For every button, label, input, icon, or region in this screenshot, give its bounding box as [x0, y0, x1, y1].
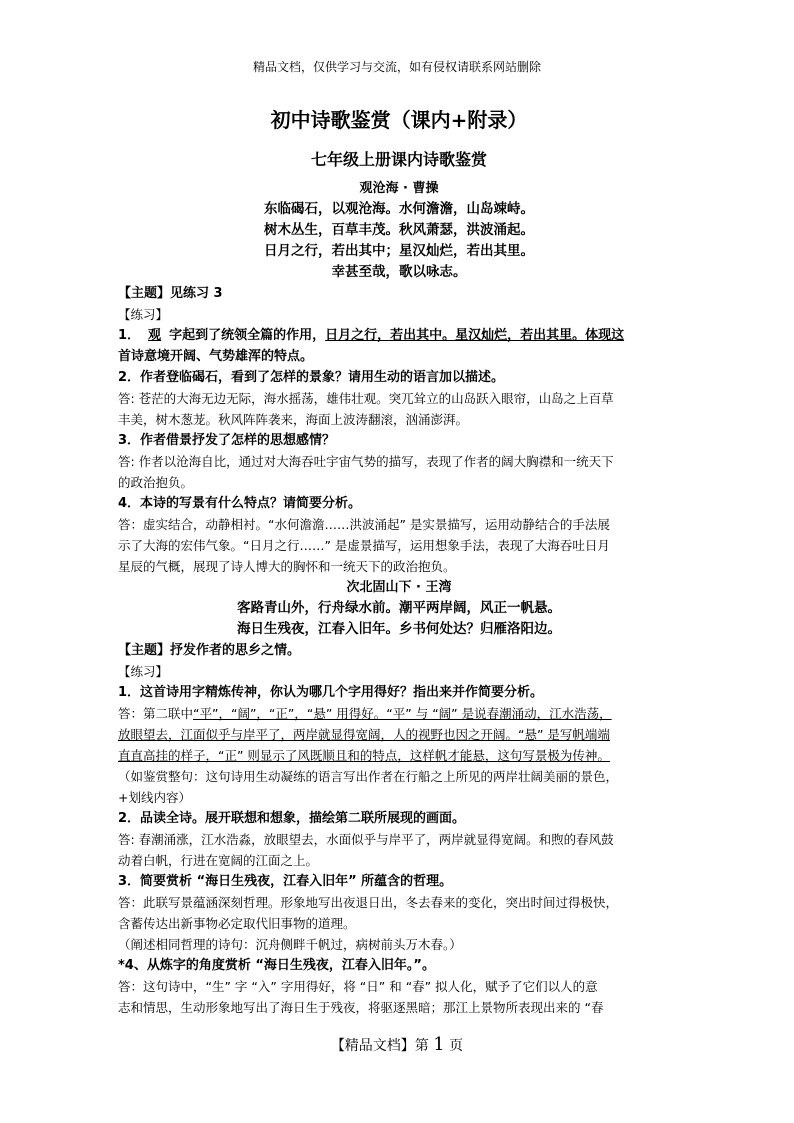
answer: 含蓄传达出新事物必定取代旧事物的道理。 [118, 916, 356, 931]
answer: 答：这句诗中，“生” 字 “入” 字用得好，将 “日” 和 “春” 拟人化，赋予了它们以人的意 [118, 979, 598, 994]
question: 4．本诗的写景有什么特点？请简要分析。 [118, 496, 362, 511]
practice-label: 【练习】 [118, 664, 169, 679]
header-notice: 精品文档，仅供学习与交流，如有侵权请联系网站删除 [252, 60, 541, 74]
answer-note: （如鉴赏整句：这句诗用生动凝练的语言写出作者在行船之上所见的两岸壮阔美丽的景色， [118, 769, 619, 784]
theme-label: 【主题】见练习 3 [118, 286, 223, 301]
answer: 的政治抱负。 [118, 475, 194, 490]
question: 2．品读全诗。展开联想和想象，描绘第二联所展现的画面。 [118, 811, 466, 826]
answer: 答: 作者以沧海自比，通过对大海吞吐宇宙气势的描写，表现了作者的阔大胸襟和一统天下 [118, 454, 614, 469]
poem-title: 次北固山下 · 王湾 [346, 580, 452, 595]
footer-label: 【精品文档】第 [330, 1038, 429, 1054]
answer: 答: 春潮涌涨，江水浩淼，放眼望去，水面似乎与岸平了，两岸就显得宽阔。和煦的春风鼓 [118, 832, 614, 847]
poem-line: 日月之行，若出其中；星汉灿烂，若出其里。 [264, 243, 534, 259]
answer: 丰美，树木葱茏。秋风阵阵袭来，海面上波涛翻滚，汹涌澎湃。 [118, 412, 469, 427]
poem-line: 东临碣石，以观沧海。水何澹澹，山岛竦峙。 [264, 201, 534, 217]
answer: 志和情思，生动形象地写出了海日生于残夜，将驱逐黑暗；那江上景物所表现出来的 “春 [118, 1000, 604, 1015]
document-title: 初中诗歌鉴赏（课内+附录） [270, 108, 528, 132]
answer-note: （阐述相同哲理的诗句：沉舟侧畔千帆过，病树前头万木春。） [118, 937, 462, 952]
poem-line: 树木丛生，百草丰茂。秋风萧瑟，洪波涌起。 [264, 222, 534, 238]
answer: 放眼望去，江面似乎与岸平了，两岸就显得宽阔，人的视野也因之开阔。“悬” 是写帆端端 [118, 727, 610, 742]
poem-line: 幸甚至哉，歌以咏志。 [331, 264, 467, 280]
answer: 答：此联写景蕴涵深刻哲理。形象地写出夜退日出，冬去春来的变化，突出时间过得极快， [118, 895, 619, 910]
answer: 答: 苍茫的大海无边无际，海水摇荡，雄伟壮观。突兀耸立的山岛跃入眼帘，山岛之上百草 [118, 391, 614, 406]
document-body [118, 100, 680, 1018]
question: 2．作者登临碣石，看到了怎样的景象？请用生动的语言加以描述。 [118, 370, 505, 385]
question: 1．这首诗用字精炼传神，你认为哪几个字用得好？指出来并作简要分析。 [118, 685, 544, 700]
page-footer [0, 1034, 794, 1055]
practice-label: 【练习】 [118, 307, 169, 322]
document-subtitle: 七年级上册课内诗歌鉴赏 [310, 150, 487, 169]
answer: 答：第二联中“平”，“阔”，“正”，“悬” 用得好。“平” 与 “阔” 是说春潮涌动，江水浩荡， [118, 706, 612, 721]
answer-note: +划线内容） [118, 790, 191, 805]
page-number: 1 [433, 1034, 445, 1055]
answer: 星辰的气概，展现了诗人博大的胸怀和一统天下的政治抱负。 [118, 559, 456, 574]
footer-unit: 页 [449, 1038, 464, 1054]
answer: 动着白帆，行进在宽阔的江面之上。 [118, 853, 319, 868]
question: *4、从炼字的角度赏析 “海日生残夜，江春入旧年。”。 [118, 958, 435, 973]
answer: 直直高挂的样子，“正” 则显示了风既顺且和的特点，这样帆才能悬，这句写景极为传神。 [118, 748, 610, 763]
poem-line: 客路青山外，行舟绿水前。潮平两岸阔，风正一帆悬。 [237, 600, 561, 616]
answer: 答：虚实结合，动静相衬。“水何澹澹……洪波涌起” 是实景描写，运用动静结合的手法展 [118, 517, 610, 532]
question: 3．简要赏析 “海日生残夜，江春入旧年” 所蕴含的哲理。 [118, 874, 453, 889]
question: 1． 观 字起到了统领全篇的作用，日月之行，若出其中。星汉灿烂，若出其里。体现这 [118, 328, 625, 343]
poem-title: 观沧海 · 曹操 [359, 181, 439, 196]
question: 3．作者借景抒发了怎样的思想感情？ [118, 433, 336, 448]
poem-line: 海日生残夜，江春入旧年。乡书何处达？归雁洛阳边。 [237, 621, 561, 637]
answer: 示了大海的宏伟气象。“日月之行……” 是虚景描写，运用想象手法，表现了大海吞吐日月 [118, 538, 610, 553]
theme-label: 【主题】抒发作者的思乡之情。 [118, 643, 301, 658]
question: 首诗意境开阔、气势雄浑的特点。 [118, 349, 314, 364]
